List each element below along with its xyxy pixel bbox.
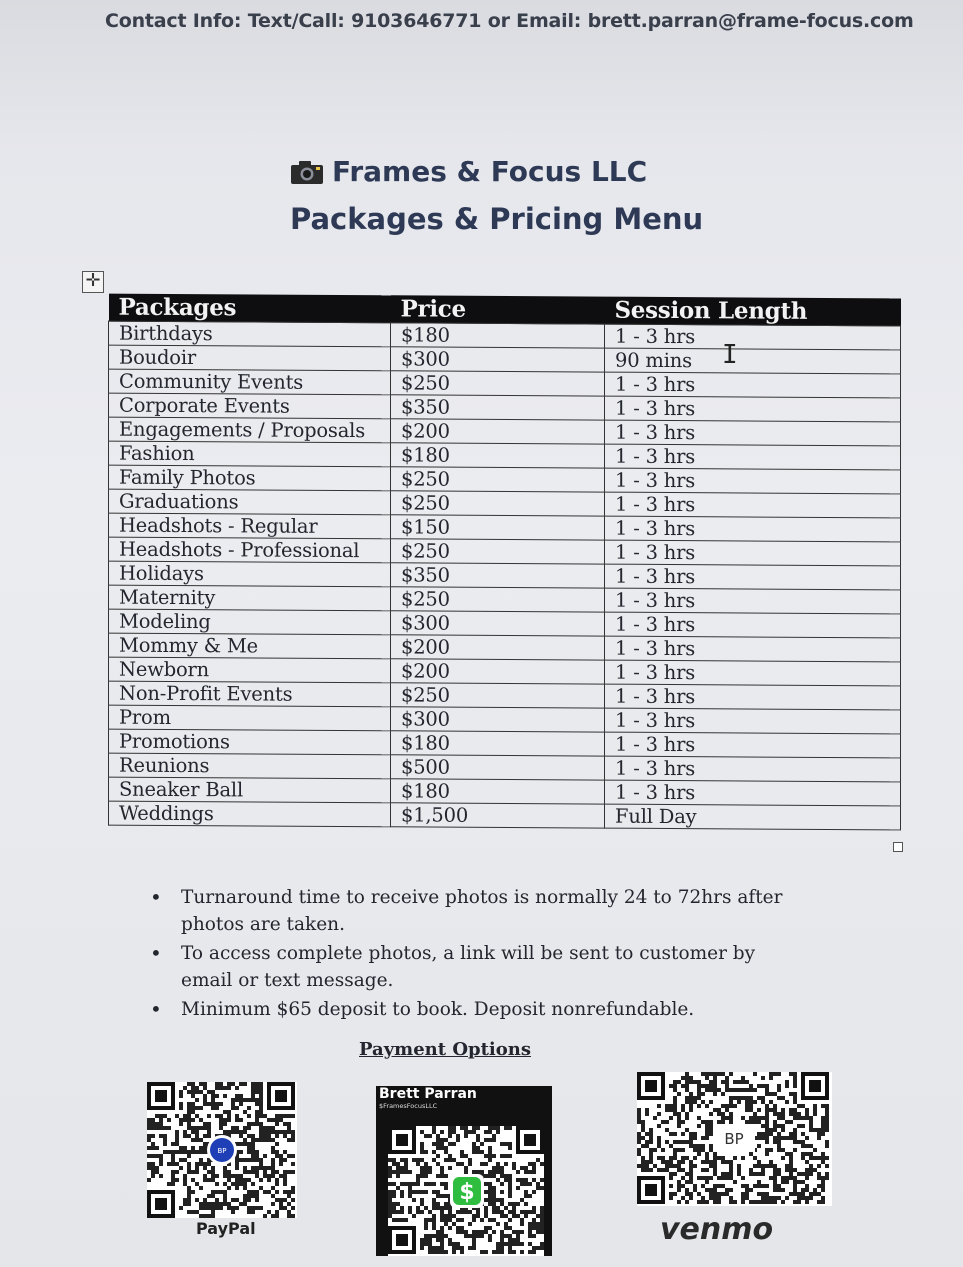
price-cell: $350 bbox=[391, 395, 605, 420]
page-title: Packages & Pricing Menu bbox=[290, 202, 704, 236]
cashapp-dollar-icon: $ bbox=[459, 1180, 475, 1205]
package-cell: Headshots - Professional bbox=[109, 537, 391, 563]
package-cell: Prom bbox=[109, 705, 391, 731]
paypal-badge: BP bbox=[217, 1147, 227, 1155]
package-cell: Mommy & Me bbox=[109, 633, 391, 659]
package-cell: Holidays bbox=[109, 561, 391, 587]
session-length-cell: 1 - 3 hrs bbox=[605, 756, 901, 782]
session-length-cell: 1 - 3 hrs bbox=[605, 516, 901, 542]
session-length-cell: 90 mins bbox=[605, 348, 901, 374]
list-item: • Turnaround time to receive photos is normally 24 to 72hrs after photos are taken. bbox=[150, 884, 810, 938]
session-length-cell: 1 - 3 hrs bbox=[605, 588, 901, 614]
session-length-cell: 1 - 3 hrs bbox=[605, 444, 901, 470]
session-length-cell: 1 - 3 hrs bbox=[605, 420, 901, 446]
text-cursor-icon: I bbox=[722, 340, 738, 370]
package-cell: Graduations bbox=[109, 489, 391, 515]
session-length-cell: 1 - 3 hrs bbox=[605, 492, 901, 518]
list-item: • Minimum $65 deposit to book. Deposit nonrefundable. bbox=[150, 996, 810, 1023]
table-row bbox=[109, 801, 901, 830]
session-length-cell: 1 - 3 hrs bbox=[605, 564, 901, 590]
table-resize-handle[interactable] bbox=[893, 842, 903, 852]
contact-info: Contact Info: Text/Call: 9103646771 or Email: brett.parran@frame-focus.com bbox=[105, 10, 914, 32]
package-cell: Fashion bbox=[109, 441, 391, 467]
pricing-table bbox=[108, 294, 901, 831]
package-cell: Engagements / Proposals bbox=[109, 417, 391, 443]
price-cell: $250 bbox=[391, 539, 605, 564]
paypal-qr-code bbox=[147, 1082, 297, 1218]
venmo-badge: BP bbox=[724, 1130, 744, 1148]
brand-header bbox=[290, 155, 703, 236]
price-cell: $250 bbox=[391, 683, 605, 708]
package-cell: Non-Profit Events bbox=[109, 681, 391, 707]
table-header-row bbox=[109, 294, 901, 326]
cashapp-qr-code bbox=[388, 1126, 544, 1256]
session-length-cell: 1 - 3 hrs bbox=[605, 636, 901, 662]
price-cell: $1,500 bbox=[391, 803, 605, 828]
package-cell: Birthdays bbox=[109, 321, 391, 347]
price-cell: $250 bbox=[391, 467, 605, 492]
price-cell: $300 bbox=[391, 707, 605, 732]
notes-list bbox=[150, 884, 810, 1025]
package-cell: Corporate Events bbox=[109, 393, 391, 419]
table-move-handle[interactable]: ✛ bbox=[82, 271, 104, 293]
package-cell: Boudoir bbox=[109, 345, 391, 371]
session-length-cell: Full Day bbox=[605, 804, 901, 830]
camera-icon bbox=[290, 159, 324, 185]
session-length-cell: 1 - 3 hrs bbox=[605, 684, 901, 710]
table-body bbox=[109, 321, 901, 830]
session-length-cell: 1 - 3 hrs bbox=[605, 324, 901, 350]
price-cell: $180 bbox=[391, 731, 605, 756]
price-cell: $250 bbox=[391, 371, 605, 396]
session-length-cell: 1 - 3 hrs bbox=[605, 732, 901, 758]
session-length-cell: 1 - 3 hrs bbox=[605, 540, 901, 566]
cashapp-card bbox=[376, 1086, 552, 1256]
package-cell: Weddings bbox=[109, 801, 391, 827]
package-cell: Newborn bbox=[109, 657, 391, 683]
session-length-cell: 1 - 3 hrs bbox=[605, 612, 901, 638]
package-cell: Community Events bbox=[109, 369, 391, 395]
price-cell: $350 bbox=[391, 563, 605, 588]
price-cell: $300 bbox=[391, 611, 605, 636]
header-session-length: Session Length bbox=[605, 297, 901, 326]
venmo-qr-code bbox=[637, 1072, 832, 1206]
session-length-cell: 1 - 3 hrs bbox=[605, 780, 901, 806]
price-cell: $200 bbox=[391, 419, 605, 444]
package-cell: Sneaker Ball bbox=[109, 777, 391, 803]
price-cell: $180 bbox=[391, 323, 605, 348]
venmo-label: venmo bbox=[660, 1212, 774, 1247]
price-cell: $500 bbox=[391, 755, 605, 780]
header-packages: Packages bbox=[109, 294, 391, 323]
header-price: Price bbox=[391, 295, 605, 324]
package-cell: Promotions bbox=[109, 729, 391, 755]
session-length-cell: 1 - 3 hrs bbox=[605, 468, 901, 494]
cashapp-name: Brett Parran bbox=[379, 1086, 477, 1102]
package-cell: Headshots - Regular bbox=[109, 513, 391, 539]
session-length-cell: 1 - 3 hrs bbox=[605, 372, 901, 398]
cashapp-tag: $FramesFocusLLC bbox=[379, 1102, 438, 1110]
price-cell: $200 bbox=[391, 659, 605, 684]
package-cell: Reunions bbox=[109, 753, 391, 779]
price-cell: $200 bbox=[391, 635, 605, 660]
session-length-cell: 1 - 3 hrs bbox=[605, 396, 901, 422]
company-name: Frames & Focus LLC bbox=[332, 155, 648, 188]
price-cell: $150 bbox=[391, 515, 605, 540]
session-length-cell: 1 - 3 hrs bbox=[605, 708, 901, 734]
package-cell: Maternity bbox=[109, 585, 391, 611]
price-cell: $180 bbox=[391, 779, 605, 804]
payment-options-title: Payment Options bbox=[359, 1039, 531, 1060]
paypal-label: PayPal bbox=[196, 1219, 256, 1238]
package-cell: Family Photos bbox=[109, 465, 391, 491]
price-cell: $180 bbox=[391, 443, 605, 468]
list-item: • To access complete photos, a link will be sent to customer by email or text message. bbox=[150, 940, 810, 994]
price-cell: $250 bbox=[391, 587, 605, 612]
session-length-cell: 1 - 3 hrs bbox=[605, 660, 901, 686]
price-cell: $300 bbox=[391, 347, 605, 372]
price-cell: $250 bbox=[391, 491, 605, 516]
package-cell: Modeling bbox=[109, 609, 391, 635]
